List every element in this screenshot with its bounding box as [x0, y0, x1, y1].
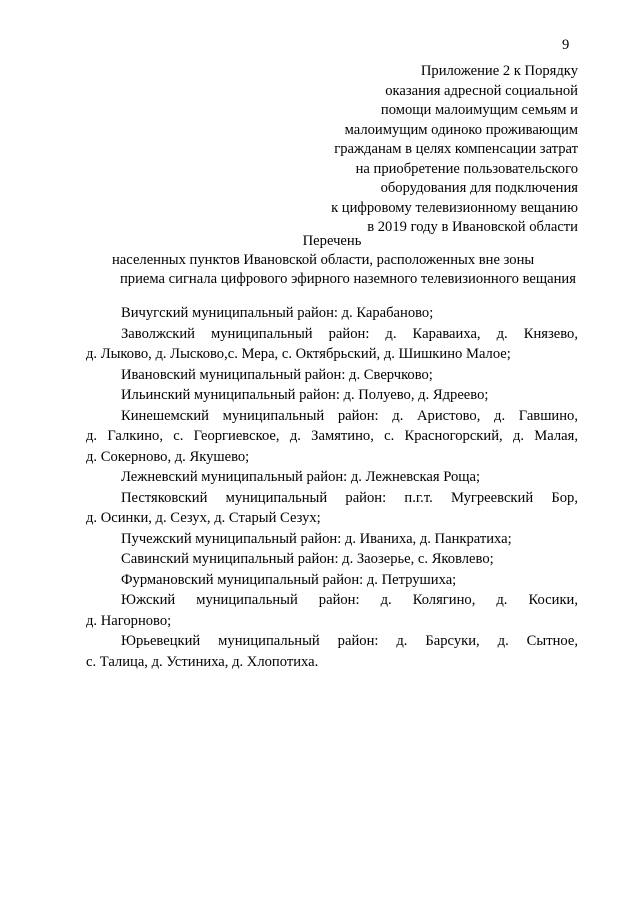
list-item	[86, 570, 578, 591]
list-item-line: д. Лыково, д. Лысково,с. Мера, с. Октябрьский, д. Шишкино Малое;	[86, 346, 511, 362]
page-number: 9	[562, 37, 570, 53]
list-item	[86, 365, 578, 386]
list-item	[86, 467, 578, 488]
list-item-line: д. Галкино, с. Георгиевское, д. Замятино, с. Красногорский, д. Малая,	[86, 428, 578, 444]
list-item	[86, 406, 578, 468]
list-item	[86, 488, 578, 529]
list-item	[86, 303, 578, 324]
list-item-line: д. Сокерново, д. Якушево;	[86, 448, 250, 465]
list-item-line: с. Талица, д. Устиниха, д. Хлопотиха.	[86, 653, 319, 670]
list-item-line: Ивановский муниципальный район: д. Сверчково;	[121, 366, 433, 383]
list-item	[86, 324, 578, 365]
list-title: Перечень	[302, 233, 362, 249]
list-item	[86, 590, 578, 631]
list-item-line: Вичугский муниципальный район: д. Карабаново;	[121, 305, 434, 321]
list-item-line: Кинешемский муниципальный район: д. Аристово, д. Гавшино,	[121, 407, 578, 424]
list-item-line: Заволжский муниципальный район: д. Караваиха, д. Князево,	[121, 325, 578, 342]
appendix-line: к цифровому телевизионному вещанию	[331, 199, 578, 216]
appendix-line: оказания адресной социальной	[385, 82, 578, 99]
list-item	[86, 385, 578, 406]
appendix-line: малоимущим одиноко проживающим	[344, 121, 578, 138]
list-item-line: Пестяковский муниципальный район: п.г.т. Мугреевский Бор,	[121, 489, 578, 506]
list-subtitle-line-1: населенных пунктов Ивановской области, расположенных вне зоны	[112, 252, 535, 268]
list-item	[86, 529, 578, 550]
list-item	[86, 631, 578, 672]
list-item-line: д. Осинки, д. Сезух, д. Старый Сезух;	[86, 510, 321, 526]
appendix-line: помощи малоимущим семьям и	[380, 102, 578, 118]
appendix-header	[248, 62, 578, 238]
appendix-line: оборудования для подключения	[380, 180, 578, 196]
appendix-line: на приобретение пользовательского	[355, 160, 578, 177]
list-item-line: д. Нагорново;	[86, 612, 172, 629]
list-item-line: Юрьевецкий муниципальный район: д. Барсуки, д. Сытное,	[121, 633, 578, 649]
list-heading	[86, 232, 578, 289]
list-item-line: Савинский муниципальный район: д. Заозерье, с. Яковлево;	[121, 551, 494, 567]
list-item	[86, 549, 578, 570]
list-subtitle-line-2: приема сигнала цифрового эфирного наземного телевизионного вещания	[120, 271, 576, 287]
list-item-line: Лежневский муниципальный район: д. Лежневская Роща;	[121, 469, 481, 485]
settlement-list	[86, 303, 578, 672]
list-item-line: Южский муниципальный район: д. Колягино, д. Косики,	[121, 592, 578, 608]
list-item-line: Ильинский муниципальный район: д. Полуево, д. Ядреево;	[121, 387, 489, 403]
list-item-line: Фурмановский муниципальный район: д. Петрушиха;	[121, 571, 457, 588]
appendix-line: в 2019 году в Ивановской области	[367, 219, 578, 235]
appendix-line: Приложение 2 к Порядку	[420, 63, 578, 79]
list-item-line: Пучежский муниципальный район: д. Иваниха, д. Панкратиха;	[121, 530, 512, 547]
appendix-line: гражданам в целях компенсации затрат	[334, 141, 578, 157]
